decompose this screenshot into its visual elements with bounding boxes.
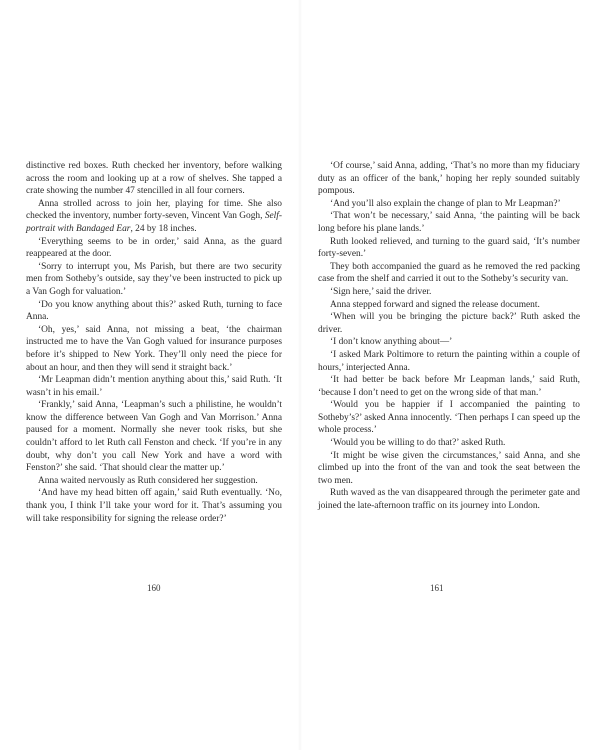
paragraph: They both accompanied the guard as he removed the red packing case from the shelf and carried it out to the Sotheby’s security van.: [318, 261, 580, 285]
paragraph-inventory: Anna strolled across to join her, playing for time. She also checked the inventory, number forty-seven, Vincent Van Gogh, Self-portrait with Bandaged Ear, 24 by 18 inches.: [26, 198, 282, 234]
paragraph: Ruth looked relieved, and turning to the guard said, ‘It’s number forty-seven.’: [318, 236, 580, 260]
paragraph: ‘It had better be back before Mr Leapman lands,’ said Ruth, ‘because I don’t need to get on the wrong side of that man.’: [318, 375, 580, 398]
page-number-left: 160: [147, 583, 161, 593]
paragraph: ‘Would you be happier if I accompanied the painting to Sotheby’s?’ asked Anna innocently. ‘Then perhaps I can speed up the whole process.’: [318, 400, 580, 436]
paragraph: ‘And you’ll also explain the change of plan to Mr Leapman?’: [330, 198, 561, 209]
paragraph: ‘It might be wise given the circumstances,’ said Anna, and she climbed up into the front of the van and took the seat between the two men.: [318, 450, 580, 486]
paragraph: ‘Sorry to interrupt you, Ms Parish, but there are two security men from Sotheby’s outside, say they’ve been instructed to pick up a Van Gogh for valuation.’: [26, 261, 282, 297]
paragraph: ‘I asked Mark Poltimore to return the painting within a couple of hours,’ interjected Anna.: [318, 349, 580, 373]
page-number-right: 161: [430, 583, 444, 593]
paragraph: distinctive red boxes. Ruth checked her inventory, before walking across the room and looking up at a row of shelves. She tapped a crate showing the number 47 stencilled in all four corners.: [26, 161, 282, 197]
book-gutter: [298, 0, 302, 750]
paragraph: ‘Do you know anything about this?’ asked Ruth, turning to face Anna.: [26, 299, 282, 323]
paragraph: ‘When will you be bringing the picture back?’ Ruth asked the driver.: [318, 312, 580, 335]
left-page-text: [26, 160, 282, 525]
paragraph: ‘Everything seems to be in order,’ said Anna, as the guard reappeared at the door.: [26, 236, 282, 260]
paragraph: Ruth waved as the van disappeared through the perimeter gate and joined the late-afternoon traffic on its journey into London.: [318, 488, 580, 512]
paragraph: ‘That won’t be necessary,’ said Anna, ‘the painting will be back long before his plane lands.’: [318, 211, 580, 234]
paragraph: ‘I don’t know anything about—’: [330, 337, 453, 348]
paragraph: Anna waited nervously as Ruth considered her suggestion.: [38, 475, 258, 486]
paragraph: ‘Sign here,’ said the driver.: [330, 286, 432, 297]
paragraph: Anna stepped forward and signed the release document.: [330, 299, 540, 310]
right-page-text: [318, 160, 580, 513]
paragraph: ‘And have my head bitten off again,’ said Ruth eventually. ‘No, thank you, I think I’ll take your word for it. That’s assuming you will take responsibility for signing the release order?’: [26, 488, 282, 524]
paragraph: ‘Of course,’ said Anna, adding, ‘That’s no more than my fiduciary duty as an officer of the bank,’ hoping her reply sounded suitably pompous.: [318, 161, 580, 197]
paragraph: ‘Would you be willing to do that?’ asked Ruth.: [330, 438, 506, 449]
painting-title: Self-portrait with Bandaged Ear: [26, 211, 282, 234]
paragraph: ‘Frankly,’ said Anna, ‘Leapman’s such a philistine, he wouldn’t know the difference between Van Gogh and Van Morrison.’ Anna paused for a moment. Normally she never took risks, but she couldn’t afford to let Ruth call Fenston and check. ‘If you’re in any doubt, why don’t you call New York and have a word with Fenston?’ she said. ‘That should clear the matter up.’: [26, 400, 282, 474]
paragraph: ‘Mr Leapman didn’t mention anything about this,’ said Ruth. ‘It wasn’t in his email.’: [26, 375, 282, 398]
paragraph: ‘Oh, yes,’ said Anna, not missing a beat, ‘the chairman instructed me to have the Van Gogh valued for insurance purposes before it’s shipped to New York. They’ll only need the piece for about an hour, and then they will send it straight back.’: [26, 324, 282, 373]
